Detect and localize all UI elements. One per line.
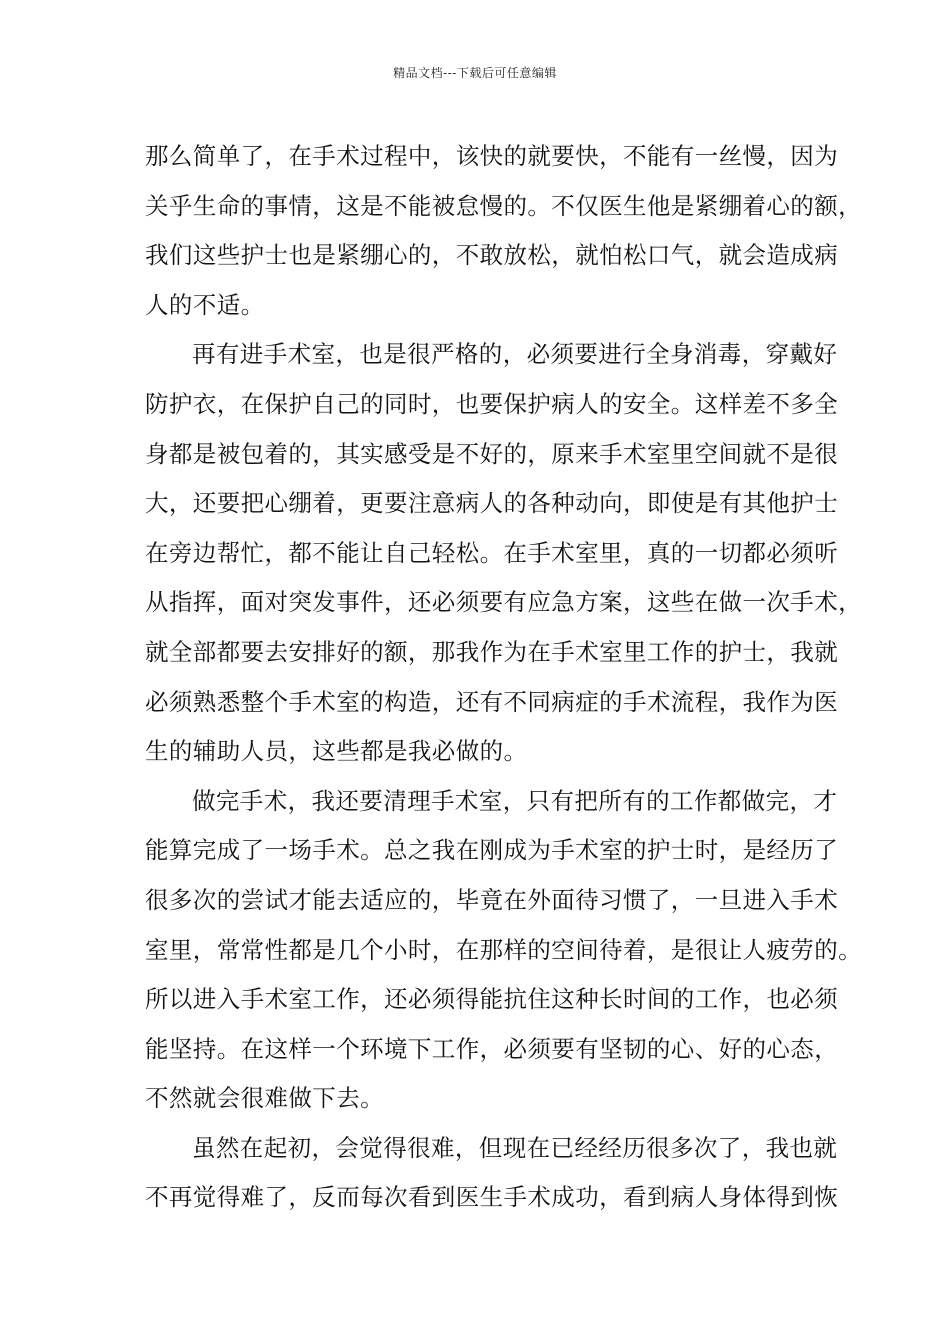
text-line: 关乎生命的事情，这是不能被怠慢的。不仅医生他是紧绷着心的额， xyxy=(145,191,862,220)
paragraph xyxy=(145,330,862,776)
text-line: 人的不适。 xyxy=(145,290,265,319)
text-line: 再有进手术室，也是很严格的，必须要进行全身消毒，穿戴好 xyxy=(192,340,838,369)
page-header: 精品文档---下载后可任意编辑 xyxy=(393,66,557,80)
text-line: 室里，常常性都是几个小时，在那样的空间待着，是很让人疲劳的。 xyxy=(145,935,862,964)
text-line: 从指挥，面对突发事件，还必须要有应急方案，这些在做一次手术， xyxy=(145,588,862,617)
text-line: 身都是被包着的，其实感受是不好的，原来手术室里空间就不是很 xyxy=(145,439,839,468)
text-line: 那么简单了，在手术过程中，该快的就要快，不能有一丝慢，因为 xyxy=(145,142,839,170)
text-line: 防护衣，在保护自己的同时，也要保护病人的安全。这样差不多全 xyxy=(145,389,839,418)
text-line: 能算完成了一场手术。总之我在刚成为手术室的护士时，是经历了 xyxy=(145,836,839,865)
text-line: 生的辅助人员，这些都是我必做的。 xyxy=(145,737,528,766)
text-line: 虽然在起初，会觉得很难，但现在已经经历很多次了，我也就 xyxy=(192,1133,838,1162)
paragraph xyxy=(145,1124,839,1223)
text-line: 我们这些护士也是紧绷心的，不敢放松，就怕松口气，就会造成病 xyxy=(145,241,839,270)
text-line: 大，还要把心绷着，更要注意病人的各种动向，即使是有其他护士 xyxy=(145,489,839,518)
text-line: 就全部都要去安排好的额，那我作为在手术室里工作的护士，我就 xyxy=(145,637,839,666)
text-line: 很多次的尝试才能去适应的，毕竟在外面待习惯了，一旦进入手术 xyxy=(145,885,839,914)
text-line: 在旁边帮忙，都不能让自己轻松。在手术室里，真的一切都必须听 xyxy=(145,538,839,567)
paragraph xyxy=(145,777,862,1124)
text-line: 不再觉得难了，反而每次看到医生手术成功，看到病人身体得到恢 xyxy=(145,1183,839,1212)
text-line: 所以进入手术室工作，还必须得能抗住这种长时间的工作，也必须 xyxy=(145,985,839,1014)
text-line: 不然就会很难做下去。 xyxy=(145,1084,384,1113)
text-line: 做完手术，我还要清理手术室，只有把所有的工作都做完，才 xyxy=(192,786,838,815)
paragraph xyxy=(145,132,862,330)
text-line: 必须熟悉整个手术室的构造，还有不同病症的手术流程，我作为医 xyxy=(145,687,839,716)
document-body xyxy=(145,132,862,1223)
text-line: 能坚持。在这样一个环境下工作，必须要有坚韧的心、好的心态， xyxy=(145,1034,839,1063)
